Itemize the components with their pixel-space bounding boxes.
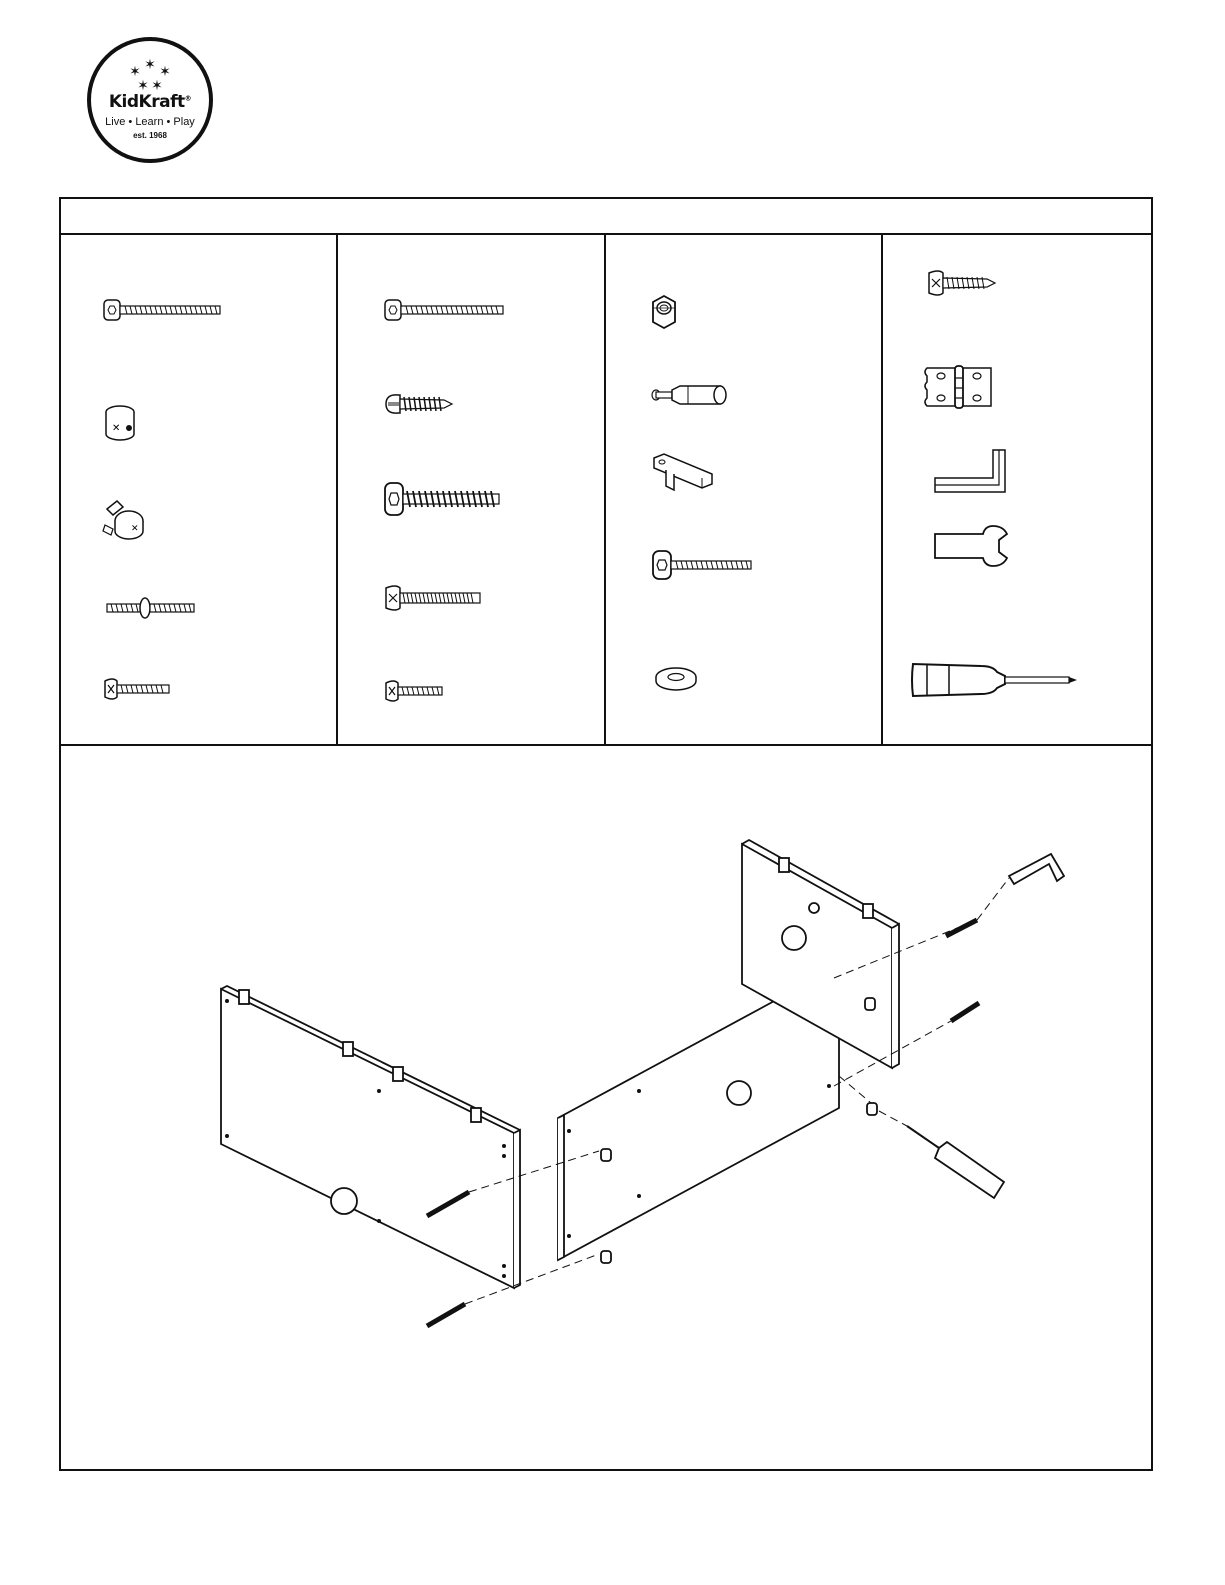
double-ended-screw-icon xyxy=(105,596,197,620)
parts-list xyxy=(59,234,1153,746)
wrench-icon xyxy=(933,524,1013,570)
round-head-wood-screw-icon xyxy=(384,392,456,416)
cam-lock-nut-icon xyxy=(102,404,138,444)
logo-established: est. 1968 xyxy=(133,131,167,140)
svg-text:✶: ✶ xyxy=(151,78,163,94)
shelf-bracket-icon xyxy=(652,452,718,494)
svg-text:✕: ✕ xyxy=(131,524,139,534)
allen-key-icon xyxy=(933,448,1013,494)
svg-text:✶: ✶ xyxy=(137,78,149,94)
cam-dowel-icon xyxy=(650,380,732,410)
logo-tagline: Live • Learn • Play xyxy=(105,116,195,128)
long-hex-bolt-icon xyxy=(384,298,506,322)
phillips-machine-screw-icon xyxy=(384,680,446,702)
phillips-pan-screw-long-icon xyxy=(384,584,484,612)
long-hex-bolt-icon xyxy=(103,298,223,322)
phillips-machine-screw-icon xyxy=(103,678,173,700)
assembly-diagram xyxy=(59,746,1153,1471)
parts-column-3 xyxy=(604,234,881,744)
flat-washer-icon xyxy=(654,666,698,692)
parts-column-4 xyxy=(881,234,1153,744)
screwdriver-icon xyxy=(907,1126,1004,1198)
hex-nut-icon xyxy=(650,294,678,330)
left-panel xyxy=(221,986,520,1288)
svg-text:✶: ✶ xyxy=(129,64,141,80)
medium-hex-bolt-icon xyxy=(652,550,756,580)
cam-lock-clip-icon xyxy=(101,499,147,541)
parts-column-2 xyxy=(336,234,604,744)
svg-text:✕: ✕ xyxy=(112,423,121,434)
screwdriver-icon xyxy=(909,658,1079,702)
svg-text:✶: ✶ xyxy=(159,64,171,80)
logo-brand: KidKraft® xyxy=(108,92,192,112)
parts-column-1 xyxy=(59,234,336,744)
stars-icon xyxy=(129,57,171,94)
header-row xyxy=(59,197,1153,235)
small-phillips-screw-icon xyxy=(927,270,997,296)
allen-key-icon xyxy=(1009,854,1064,884)
svg-text:✶: ✶ xyxy=(144,57,156,73)
coarse-hex-bolt-icon xyxy=(384,481,504,517)
hinge-icon xyxy=(923,364,995,410)
